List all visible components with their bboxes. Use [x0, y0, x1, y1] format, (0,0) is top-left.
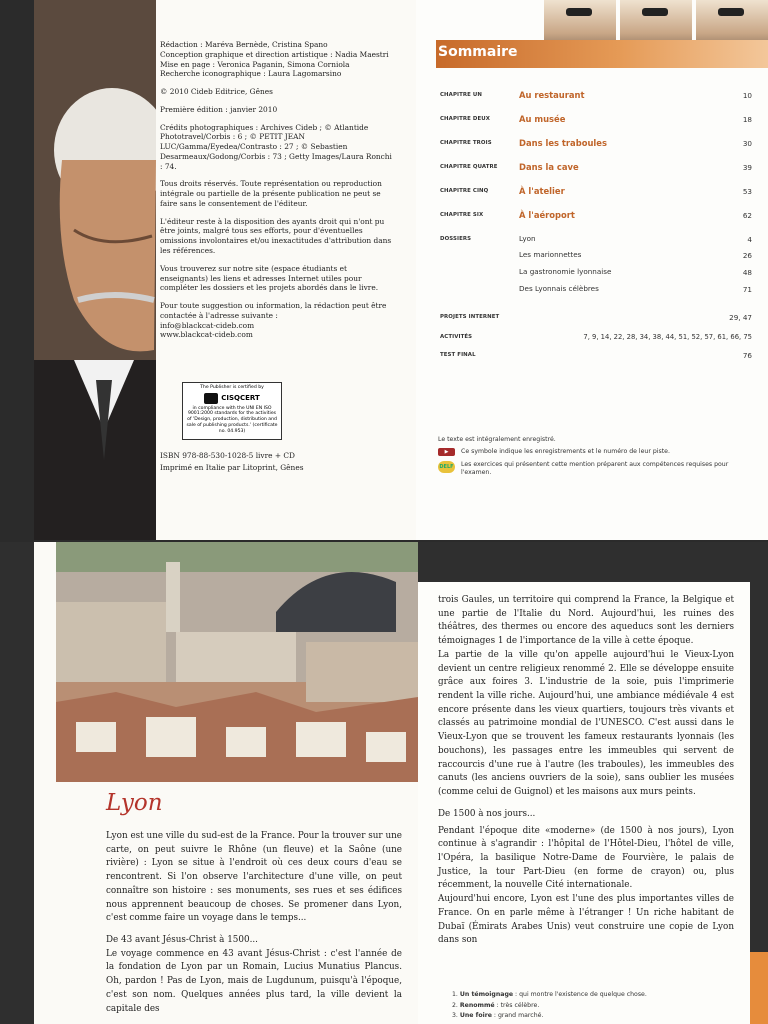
cert-text: in compliance with the UNI EN ISO 9001:2000 standards for the activities of 'Design, production, distribution and sale of publishing products.' (certificate no. 04.953) — [186, 405, 278, 434]
toc-chapter-page: 18 — [742, 115, 752, 124]
toc-dossier-page: 26 — [742, 251, 752, 260]
lyon-para-5: Aujourd'hui encore, Lyon est l'une des plus importantes villes de France. On en parle même à l'étranger ! Un riche habitant de Dubaï (Émirats Arabes Unis) veut construire une copie de Lyon dans son — [438, 894, 734, 946]
toc-chapter-page: 62 — [742, 211, 752, 220]
cert-logo — [186, 393, 278, 404]
edition: Première édition : janvier 2010 — [160, 104, 278, 114]
toc-chapter-label: CHAPITRE CINQ — [440, 188, 489, 194]
lyon-right-column — [438, 594, 734, 948]
photo-credits: Crédits photographiques : Archives Cideb ; © Atlantide Phototravel/Corbis : 6 ; © PETIT JEAN LUC/Gamma/Eyedea/Contrasto : 27 ; © Sebastien Desarmeaux/Godong/Corbis : 73 ; Getty Images/Laura Ronchi : 74. — [160, 122, 392, 171]
toc-chapter-4[interactable] — [440, 162, 752, 176]
toc-chapter-title: À l'aéroport — [519, 210, 575, 220]
footnote-1 — [452, 990, 732, 1001]
portrait-drawing — [34, 0, 156, 540]
footnote-number: 2. — [452, 1001, 458, 1009]
city-rooftops-drawing — [56, 542, 418, 782]
toc-test-page: 76 — [742, 351, 752, 360]
website: www.blackcat-cideb.com — [160, 330, 253, 340]
credits-redaction: Rédaction : Maréva Bernède, Cristina Spano — [160, 40, 328, 49]
legend-recorded: Le texte est intégralement enregistré. — [438, 436, 556, 443]
toc-chapter-page: 53 — [742, 187, 752, 196]
toc-dossier-title: Lyon — [519, 234, 536, 243]
lyon-para-3: La partie de la ville qu'on appelle aujourd'hui le Vieux-Lyon devient un centre religieux renommé 2. Elle se développe ensuite grâce aux foires 3. L'industrie de la soie, puis l'imprimerie rendent la ville riche. Aujourd'hui, une ambiance médiévale 4 est encore présente dans les vieux quartiers, toujours très vivants et classés au patrimoine mondial de l'UNESCO. C'est aussi dans le Vieux-Lyon que se trouvent les fameux restaurants lyonnais (les bouchons), les passages entre les immeubles qui servent de raccourcis d'une rue à l'autre (les traboules), les immeubles des canuts (les anciens ouvriers de la soie), sans oublier les musées (comme celui de Guignol) et les maisons aux murs peints. — [438, 649, 734, 798]
toc-activites[interactable] — [440, 332, 752, 346]
footnote-term: Renommé — [459, 1001, 495, 1009]
isbn: ISBN 978-88-530-1028-5 livre + CD — [160, 451, 295, 460]
page-edge-tab — [750, 952, 768, 1024]
toc-chapter-title: À l'atelier — [519, 186, 565, 196]
toc-chapter-label: CHAPITRE SIX — [440, 212, 484, 218]
credits-block — [160, 40, 396, 340]
contact-email: info@blackcat-cideb.com — [160, 320, 255, 330]
legend-cd-row — [438, 448, 738, 456]
portrait-illustration — [34, 0, 156, 540]
cert-title: The Publisher is certified by — [200, 385, 264, 390]
footnote-2 — [452, 1001, 732, 1012]
toc-projets[interactable] — [440, 312, 752, 326]
lyon-para-4: Pendant l'époque dite «moderne» (de 1500 à nos jours), Lyon continue à s'agrandir : l'hôpital de l'Hôtel-Dieu, l'hôtel de ville, l'Opéra, la basilique Notre-Dame de Fourvière, le palais de Justice, la tour Part-Dieu (en forme de crayon) ou, plus récemment, la nouvelle Cité internationale. — [438, 825, 734, 891]
printer: Imprimé en Italie par Litoprint, Gênes — [160, 462, 304, 472]
toc-chapter-label: CHAPITRE TROIS — [440, 140, 492, 146]
toc-dossier-page: 48 — [742, 268, 752, 277]
legend-delf-row — [438, 461, 738, 478]
toc-dossier-3[interactable] — [440, 267, 752, 281]
toc-chapter-2[interactable] — [440, 114, 752, 128]
sommaire-title: Sommaire — [438, 44, 518, 60]
toc-test[interactable] — [440, 350, 752, 364]
footnote-number: 1. — [452, 991, 458, 998]
lyon-page-right — [418, 582, 750, 1024]
cert-logo-text: CISQCERT — [221, 393, 260, 402]
footnote-number: 3. — [452, 1012, 458, 1020]
footnotes — [452, 990, 732, 1022]
toc-chapter-page: 10 — [742, 91, 752, 100]
toc-chapter-5[interactable] — [440, 186, 752, 200]
toc-chapter-page: 30 — [742, 139, 752, 148]
lyon-para-2: trois Gaules, un territoire qui comprend la France, la Belgique et une partie de l'Italie du Nord. Aujourd'hui, les ruines des théâtres, des thermes ou encore des aqueducs sont les derniers témoignages 1 de l'importance de la ville à cette époque. — [438, 595, 734, 647]
rights-notice: Tous droits réservés. Toute représentation ou reproduction intégrale ou partielle de la présente publication ne peut se faire sans le consentement de l'éditeur. — [160, 179, 382, 208]
toc-chapter-title: Dans les traboules — [519, 138, 607, 148]
lyon-left-column — [106, 830, 402, 1016]
isbn-block — [160, 450, 304, 474]
toc-dossier-1[interactable] — [440, 234, 752, 248]
lyon-city-photo — [56, 542, 418, 782]
disposition-notice: L'éditeur reste à la disposition des ayants droit qui n'ont pu être joints, malgré tous ses efforts, pour d'éventuelles omissions involontaires et/ou inexactitudes d'attribution dans les références. — [160, 216, 392, 256]
sommaire-page — [416, 0, 768, 540]
footnote-definition: : très célèbre. — [494, 1001, 540, 1009]
credits-page — [34, 0, 416, 540]
legend-delf-text: Les exercices qui présentent cette mention préparent aux compétences requises pour l'examen. — [461, 460, 729, 477]
toc-dossier-page: 4 — [747, 235, 752, 244]
toc-chapter-1[interactable] — [440, 90, 752, 104]
toc-dossier-title: La gastronomie lyonnaise — [519, 267, 612, 276]
footnote-definition: : grand marché. — [491, 1012, 544, 1020]
toc-dossier-2[interactable] — [440, 250, 752, 264]
toc-test-label: TEST FINAL — [440, 352, 476, 358]
toc-dossier-page: 71 — [742, 285, 752, 294]
delf-badge-icon: DELF — [438, 461, 455, 473]
toc-projets-label: PROJETS INTERNET — [440, 314, 500, 320]
credits-conception: Conception graphique et direction artistique : Nadia Maestri — [160, 49, 389, 59]
copyright: © 2010 Cideb Editrice, Gênes — [160, 87, 273, 97]
cd-icon: ▶ — [438, 448, 455, 456]
toc-dossier-title: Les marionnettes — [519, 250, 582, 259]
toc-projets-pages: 29, 47 — [729, 313, 752, 322]
cert-mark-icon — [204, 393, 218, 404]
credits-mise-en-page: Mise en page : Veronica Paganin, Simona Corniola — [160, 59, 350, 69]
lyon-subhead-1: De 43 avant Jésus-Christ à 1500... — [106, 935, 258, 946]
toc-activites-pages: 7, 9, 14, 22, 28, 34, 38, 44, 51, 52, 57, 61, 66, 75 — [583, 333, 752, 341]
toc-chapter-label: CHAPITRE DEUX — [440, 116, 490, 122]
footnote-3 — [452, 1011, 732, 1022]
toc-dossier-title: Des Lyonnais célèbres — [519, 284, 599, 293]
lyon-title: Lyon — [106, 790, 163, 816]
suggestion-notice: Pour toute suggestion ou information, la rédaction peut être contactée à l'adresse suivante : — [160, 301, 387, 320]
toc-chapter-label: CHAPITRE QUATRE — [440, 164, 498, 170]
toc-chapter-label: CHAPITRE UN — [440, 92, 482, 98]
bottom-spread — [0, 542, 768, 1024]
toc-chapter-6[interactable] — [440, 210, 752, 224]
toc-chapter-title: Au restaurant — [519, 90, 585, 100]
lyon-subhead-2: De 1500 à nos jours... — [438, 808, 536, 819]
legend-cd-text: Ce symbole indique les enregistrements et le numéro de leur piste. — [461, 448, 670, 456]
toc-dossier-4[interactable] — [440, 284, 752, 298]
credits-recherche: Recherche iconographique : Laura Lagomarsino — [160, 69, 342, 79]
toc-chapter-title: Au musée — [519, 114, 566, 124]
lyon-intro: Lyon est une ville du sud-est de la France. Pour la trouver sur une carte, on peut suivre le Rhône (un fleuve) et la Saône (une rivière) : Lyon se situe à l'endroit où ces deux cours d'eau se rencontrent. Si l'on observe l'architecture d'une ville, on peut connaître son histoire : ses monuments, ses rues et ses édifices nous apprennent beaucoup de choses. Se promener dans Lyon, c'est comme faire un voyage dans le temps... — [106, 831, 402, 924]
lyon-para-1: Le voyage commence en 43 avant Jésus-Christ : c'est l'année de la fondation de Lyon par un Romain, Lucius Munatius Plancus. Oh, pardon ! Pas de Lyon, mais de Lugdunum, puisqu'à l'époque, c'est son nom. Quelques années plus tard, la ville devient la capitale des — [106, 948, 402, 1014]
toc-chapter-3[interactable] — [440, 138, 752, 152]
toc-chapter-title: Dans la cave — [519, 162, 579, 172]
footnote-term: Un témoignage — [459, 991, 514, 998]
toc-dossiers-label: DOSSIERS — [440, 236, 472, 242]
footnote-term: Une foire — [459, 1012, 492, 1020]
certification-box — [182, 382, 282, 440]
footnote-definition: : qui montre l'existence de quelque chose. — [513, 991, 647, 998]
lyon-page-left — [34, 542, 418, 1024]
toc-chapter-page: 39 — [742, 163, 752, 172]
legend — [438, 436, 738, 481]
toc-activites-label: ACTIVITÉS — [440, 334, 473, 340]
site-notice: Vous trouverez sur notre site (espace étudiants et enseignants) les liens et adresses Internet utiles pour compléter les dossiers et les projets abordés dans le livre. — [160, 263, 379, 293]
